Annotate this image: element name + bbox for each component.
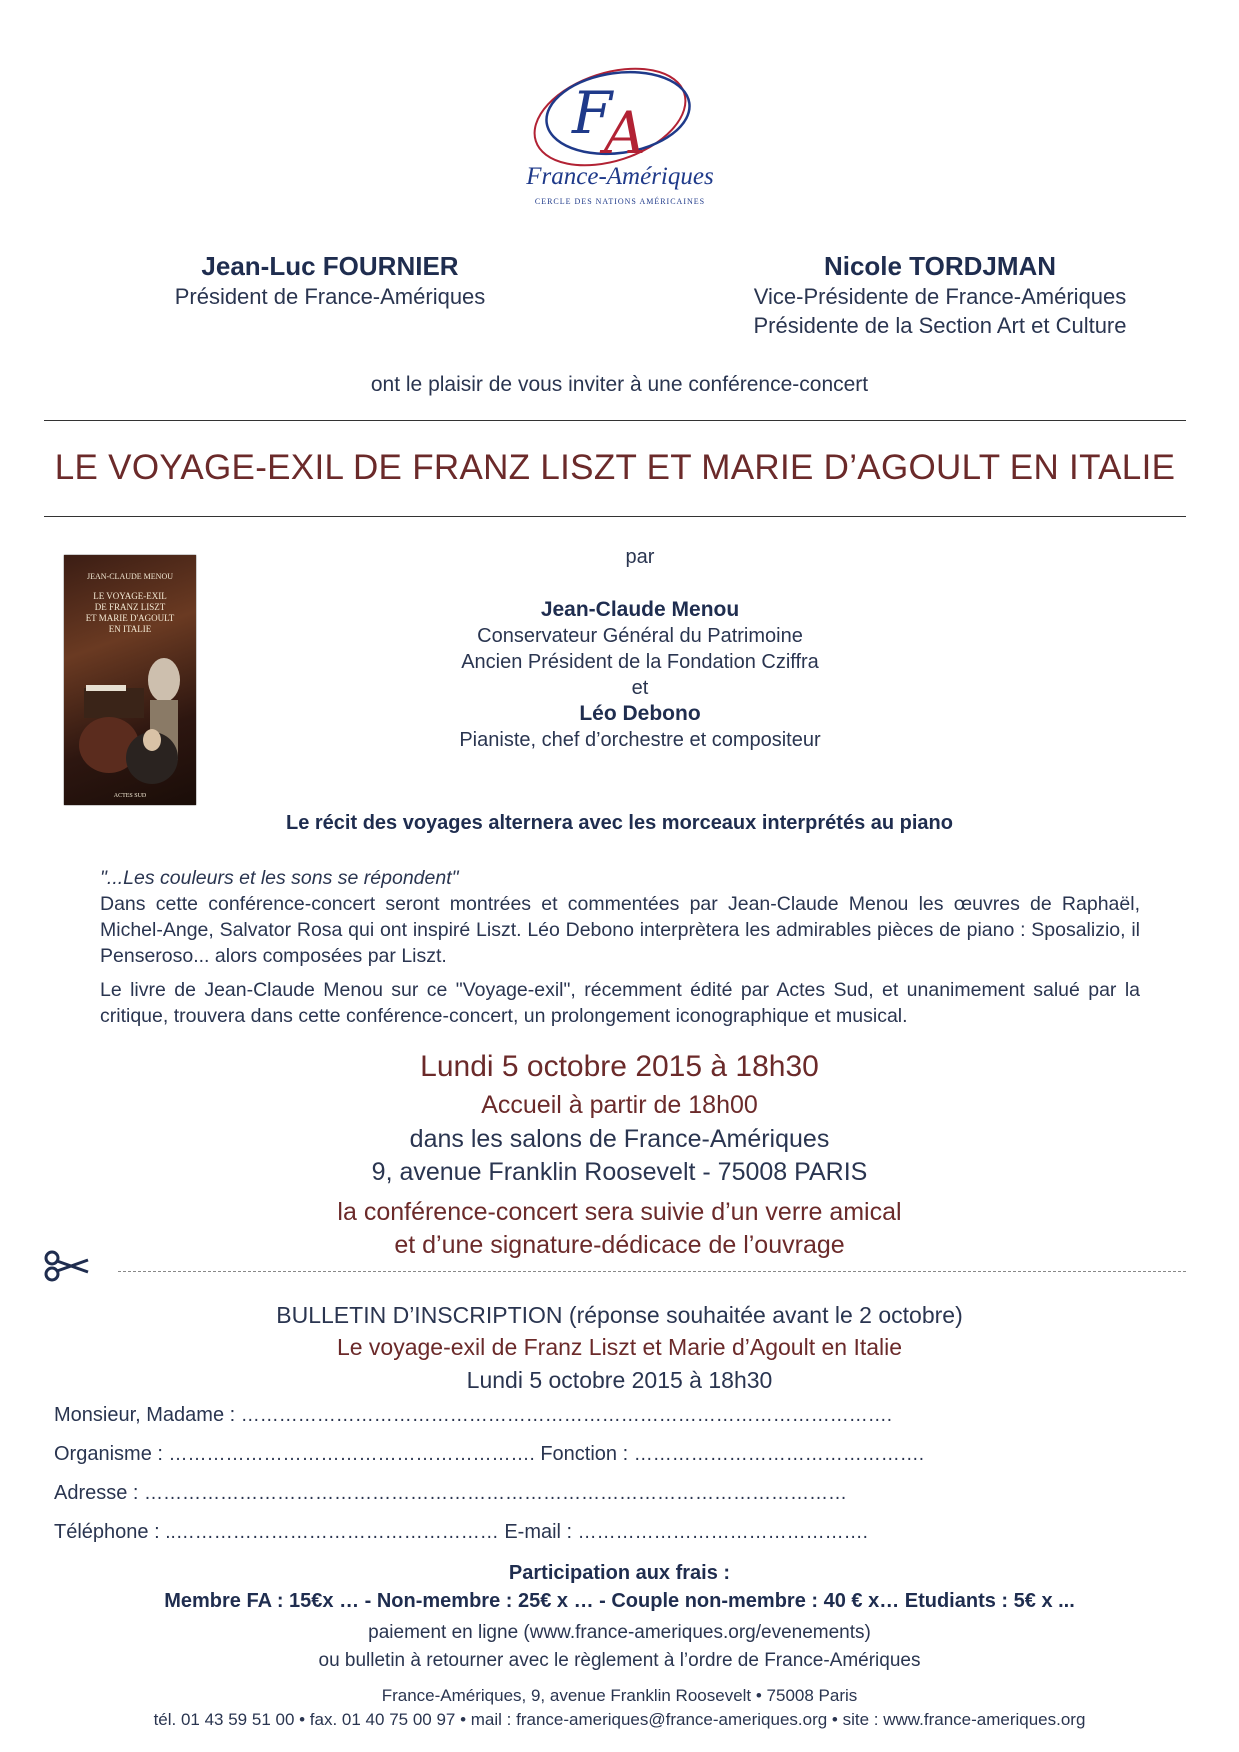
phone-field[interactable]: ..……………………………………………: [165, 1522, 499, 1543]
par-label: par: [625, 546, 655, 568]
name-label: Monsieur, Madame :: [54, 1404, 241, 1426]
and-label: et: [631, 677, 649, 699]
bulletin-heading: BULLETIN D’INSCRIPTION (réponse souhaitée avant le 2 octobre): [276, 1302, 963, 1328]
invitation-text: ont le plaisir de vous inviter à une conférence-concert: [370, 373, 869, 396]
book-title-line: EN ITALIE: [108, 624, 152, 634]
form-row-name: [54, 1404, 892, 1427]
address-field[interactable]: …………………………………………………………………………………………………: [144, 1483, 848, 1504]
speaker-role: Conservateur Général du Patrimoine: [477, 625, 803, 647]
host-role: Vice-Présidente de France-Amériques: [753, 284, 1127, 309]
logo-name: France-Amériques: [526, 163, 714, 190]
speaker-name: Jean-Claude Menou: [540, 598, 740, 621]
quote-text: "...Les couleurs et les sons se répondent": [100, 867, 459, 889]
book-publisher: ACTES SUD: [113, 793, 147, 799]
book-title-line: ET MARIE D'AGOULT: [85, 613, 175, 623]
footer-contacts: tél. 01 43 59 51 00 • fax. 01 40 75 00 97 • mail : france-ameriques@france-ameriques.org • site : www.france-ameriques.org: [153, 1710, 1086, 1729]
org-field[interactable]: ………………………………………………….: [168, 1444, 535, 1465]
org-label: Organisme :: [54, 1443, 169, 1465]
host-left: [130, 252, 530, 311]
host-role: Présidente de la Section Art et Culture: [753, 313, 1127, 338]
speaker-name: Léo Debono: [579, 702, 701, 725]
book-title-line: DE FRANZ LISZT: [94, 602, 166, 612]
event-venue: dans les salons de France-Amériques: [409, 1125, 830, 1153]
email-field[interactable]: ……………………………………….: [577, 1522, 868, 1543]
email-label: E-mail :: [498, 1521, 578, 1543]
description-block: [100, 865, 1140, 1029]
painting-illustration-icon: [64, 640, 196, 790]
book-cover-image: [64, 555, 196, 805]
payment-online: paiement en ligne (www.france-ameriques.org/evenements): [368, 1622, 871, 1643]
france-ameriques-logo: [500, 55, 740, 215]
description-paragraph: Le livre de Jean-Claude Menou sur ce "Voyage-exil", récemment édité par Actes Sud, et unanimement salué par la critique, trouvera dans cette conférence-concert, un prolongement iconographique et musical.: [100, 979, 1140, 1027]
host-right: [700, 252, 1180, 340]
speaker-role: Ancien Président de la Fondation Cziffra: [461, 651, 819, 673]
host-name: Nicole TORDJMAN: [823, 251, 1057, 281]
scissors-icon: [44, 1250, 90, 1282]
fonction-field[interactable]: ……………………………………….: [633, 1444, 924, 1465]
form-row-org: [54, 1443, 924, 1466]
name-field[interactable]: ………………………………………………………………………………………….: [240, 1405, 893, 1426]
event-after-2: et d’une signature-dédicace de l’ouvrage: [394, 1231, 845, 1259]
form-row-contact: [54, 1521, 868, 1544]
form-row-address: [54, 1482, 847, 1505]
speaker-block-1: [200, 597, 1080, 753]
fees-line: Membre FA : 15€x … - Non-membre : 25€ x … - Couple non-membre : 40 € x… Etudiants : 5€ x ...: [164, 1590, 1075, 1612]
book-author: JEAN-CLAUDE MENOU: [87, 572, 173, 581]
event-welcome: Accueil à partir de 18h00: [481, 1091, 758, 1119]
description-paragraph: Dans cette conférence-concert seront montrées et commentées par Jean-Claude Menou les œuvres de Raphaël, Michel-Ange, Salvator Rosa qui ont inspiré Liszt. Léo Debono interprètera les admirables pièces de piano : Sposalizio, il Penseroso... alors composées par Liszt.: [100, 893, 1140, 967]
logo-tagline: CERCLE DES NATIONS AMÉRICAINES: [534, 197, 706, 206]
phone-label: Téléphone :: [54, 1521, 166, 1543]
logo-emblem-icon: [500, 55, 740, 215]
fees-title: Participation aux frais :: [508, 1562, 731, 1584]
host-role: Président de France-Amériques: [174, 284, 486, 309]
event-after-1: la conférence-concert sera suivie d’un verre amical: [337, 1198, 902, 1226]
divider: [44, 420, 1186, 421]
event-title: LE VOYAGE-EXIL DE FRANZ LISZT ET MARIE D’AGOULT EN ITALIE: [54, 448, 1176, 487]
svg-text:A: A: [604, 99, 646, 167]
svg-text:F: F: [572, 79, 613, 147]
event-address: 9, avenue Franklin Roosevelt - 75008 PARIS: [371, 1158, 868, 1186]
address-label: Adresse :: [54, 1482, 145, 1504]
program-subtitle: Le récit des voyages alternera avec les morceaux interprétés au piano: [286, 812, 953, 834]
payment-mail: ou bulletin à retourner avec le règlement à l’ordre de France-Amériques: [318, 1650, 921, 1671]
divider: [44, 516, 1186, 517]
host-name: Jean-Luc FOURNIER: [201, 251, 459, 281]
event-date: Lundi 5 octobre 2015 à 18h30: [420, 1050, 819, 1083]
footer-address: France-Amériques, 9, avenue Franklin Roosevelt • 75008 Paris: [381, 1686, 858, 1705]
bulletin-event-date: Lundi 5 octobre 2015 à 18h30: [466, 1367, 773, 1393]
fonction-label: Fonction :: [534, 1443, 634, 1465]
book-title-line: LE VOYAGE-EXIL: [93, 591, 167, 601]
speaker-role: Pianiste, chef d’orchestre et compositeur: [459, 729, 821, 751]
cut-line: [118, 1271, 1186, 1272]
bulletin-event-title: Le voyage-exil de Franz Liszt et Marie d’Agoult en Italie: [336, 1334, 903, 1360]
